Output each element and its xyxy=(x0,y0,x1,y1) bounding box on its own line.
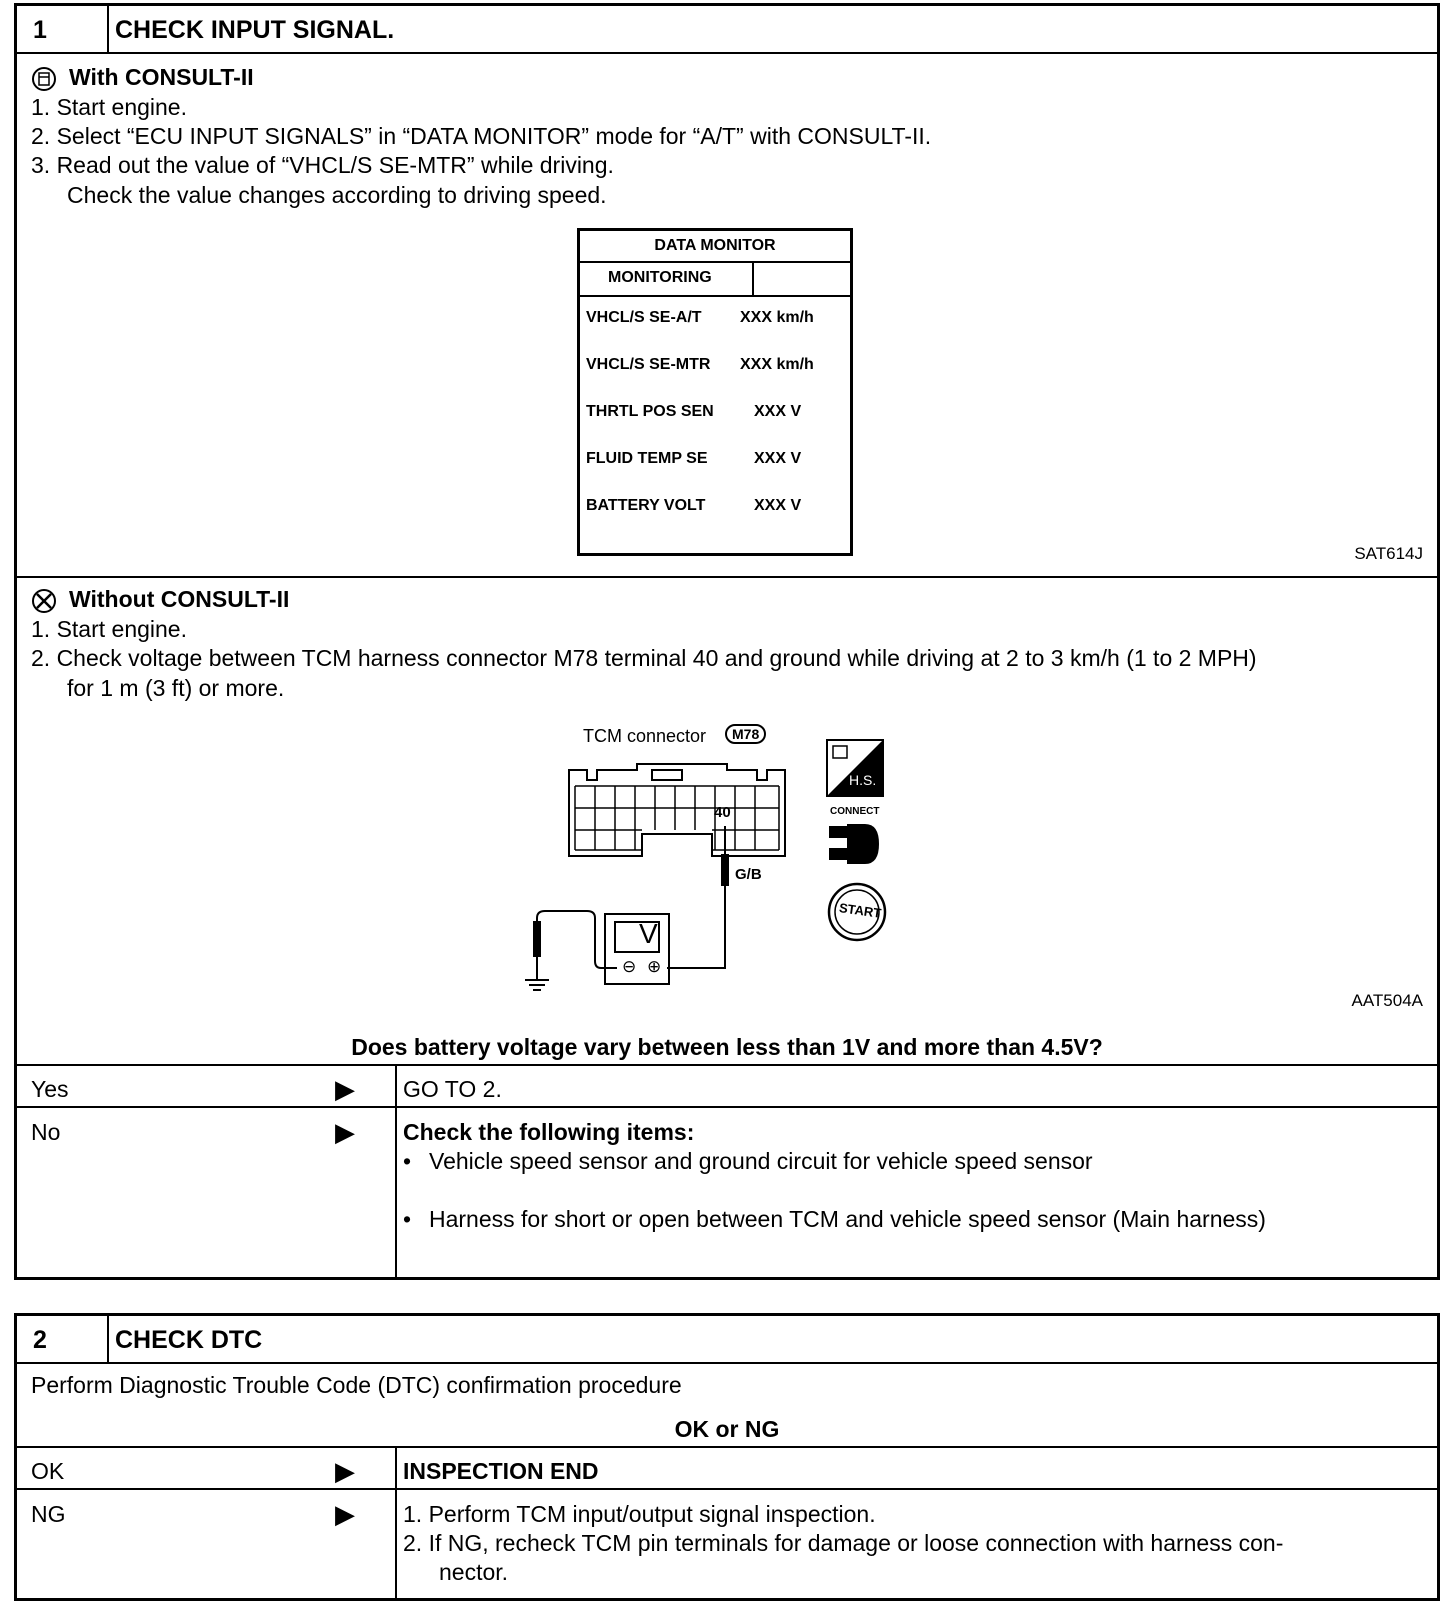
figure-code: SAT614J xyxy=(1354,544,1423,563)
step-2-section xyxy=(14,1313,1440,1601)
step-number: 1 xyxy=(33,16,47,44)
connector-id-badge: M78 xyxy=(725,724,766,744)
without-consult-step-1: 1. Start engine. xyxy=(31,616,187,642)
tcm-connector-label: TCM connector xyxy=(583,726,707,746)
dm-row-item: VHCL/S SE-MTR xyxy=(586,356,711,373)
no-label: No xyxy=(31,1119,61,1145)
bullet-icon: • xyxy=(403,1206,412,1232)
dm-row-item: VHCL/S SE-A/T xyxy=(586,309,702,326)
wire-color: G/B xyxy=(735,866,762,883)
start-label: START xyxy=(838,900,883,921)
with-consult-step-1: 1. Start engine. xyxy=(31,94,187,120)
ng-label: NG xyxy=(31,1501,66,1527)
arrow-right-icon: ▶ xyxy=(335,1117,355,1147)
figure-code: AAT504A xyxy=(1351,991,1423,1010)
no-result-heading: Check the following items: xyxy=(403,1119,695,1145)
hs-harness-icon xyxy=(825,738,885,798)
dm-row-item: THRTL POS SEN xyxy=(586,403,714,420)
dm-row-item: FLUID TEMP SE xyxy=(586,450,708,467)
dm-row-value: XXX V xyxy=(754,450,802,467)
ng-result-1: 1. Perform TCM input/output signal inspection. xyxy=(403,1501,876,1527)
monitoring-label: MONITORING xyxy=(608,269,712,286)
with-consult-heading: With CONSULT-II xyxy=(69,64,254,90)
without-consult-heading: Without CONSULT-II xyxy=(69,586,290,612)
meter-minus: ⊖ xyxy=(622,957,637,976)
step-1-section xyxy=(14,3,1440,1280)
dm-row-value: XXX V xyxy=(754,403,802,420)
without-consult-step-2-cont: for 1 m (3 ft) or more. xyxy=(67,675,285,701)
ng-result-2-cont: nector. xyxy=(439,1559,509,1585)
step-number: 2 xyxy=(33,1326,47,1354)
bullet-icon: • xyxy=(403,1148,412,1174)
hs-label: H.S. xyxy=(849,772,877,788)
without-consult-step-2: 2. Check voltage between TCM harness connector M78 terminal 40 and ground while driving at 2 to 3 km/h (1 to 2 MPH) xyxy=(31,645,1257,671)
ok-label: OK xyxy=(31,1458,65,1484)
consult-icon xyxy=(31,66,57,92)
step-1-question: Does battery voltage vary between less than 1V and more than 4.5V? xyxy=(351,1034,1103,1060)
arrow-right-icon: ▶ xyxy=(335,1074,355,1104)
with-consult-step-3-note: Check the value changes according to driving speed. xyxy=(67,182,607,208)
step-title: CHECK DTC xyxy=(115,1326,263,1354)
step-1-header xyxy=(17,6,1437,54)
step-2-instruction: Perform Diagnostic Trouble Code (DTC) confirmation procedure xyxy=(31,1372,682,1398)
connect-icon xyxy=(827,820,883,870)
dm-row-value: XXX km/h xyxy=(740,309,814,326)
meter-plus: ⊕ xyxy=(647,957,662,976)
voltmeter-symbol: V xyxy=(639,918,658,949)
with-consult-step-2: 2. Select “ECU INPUT SIGNALS” in “DATA MONITOR” mode for “A/T” with CONSULT-II. xyxy=(31,123,932,149)
ng-result-2: 2. If NG, recheck TCM pin terminals for damage or loose connection with harness con- xyxy=(403,1530,1284,1556)
arrow-right-icon: ▶ xyxy=(335,1456,355,1486)
ok-result: INSPECTION END xyxy=(403,1458,599,1484)
dm-row-value: XXX km/h xyxy=(740,356,814,373)
terminal-number: 40 xyxy=(714,804,731,821)
step-2-question: OK or NG xyxy=(674,1416,780,1442)
yes-label: Yes xyxy=(31,1076,69,1102)
no-item-1: Vehicle speed sensor and ground circuit for vehicle speed sensor xyxy=(429,1148,1093,1174)
step-2-header xyxy=(17,1316,1437,1364)
arrow-right-icon: ▶ xyxy=(335,1499,355,1529)
yes-result: GO TO 2. xyxy=(403,1076,502,1102)
dm-row-value: XXX V xyxy=(754,497,802,514)
connect-label: CONNECT xyxy=(830,806,880,817)
dm-row-item: BATTERY VOLT xyxy=(586,497,706,514)
with-consult-step-3: 3. Read out the value of “VHCL/S SE-MTR” while driving. xyxy=(31,152,614,178)
no-item-2: Harness for short or open between TCM and vehicle speed sensor (Main harness) xyxy=(429,1206,1266,1232)
data-monitor-figure xyxy=(577,228,853,556)
no-consult-icon xyxy=(31,588,57,614)
data-monitor-title: DATA MONITOR xyxy=(654,237,776,254)
step-title: CHECK INPUT SIGNAL. xyxy=(115,16,395,44)
